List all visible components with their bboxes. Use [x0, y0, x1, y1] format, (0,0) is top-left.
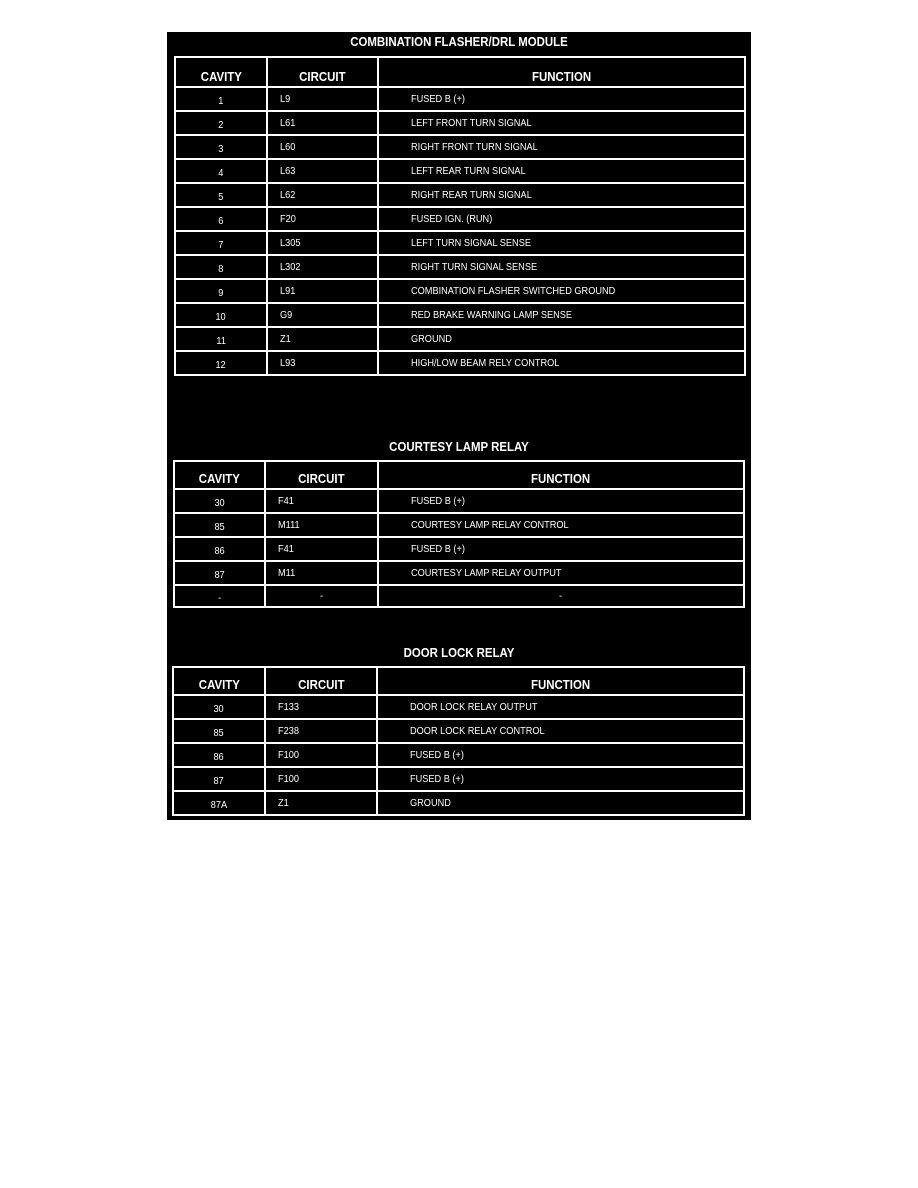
cavity-cell: 30 [173, 695, 265, 719]
table-row [174, 489, 744, 513]
circuit-cell: L60 [267, 135, 378, 159]
table-row [175, 111, 745, 135]
table-row [173, 695, 744, 719]
function-cell: FUSED B (+) [377, 767, 744, 791]
cavity-cell: 1 [175, 87, 267, 111]
table-row [174, 585, 744, 607]
function-cell: FUSED B (+) [378, 87, 745, 111]
cavity-cell: 8 [175, 255, 267, 279]
cavity-cell: 86 [173, 743, 265, 767]
table-row [175, 231, 745, 255]
function-cell: RIGHT REAR TURN SIGNAL [378, 183, 745, 207]
table-row [173, 719, 744, 743]
circuit-cell: L63 [267, 159, 378, 183]
circuit-cell: L62 [267, 183, 378, 207]
cavity-cell: 85 [174, 513, 265, 537]
table-row [173, 743, 744, 767]
cavity-cell: 3 [175, 135, 267, 159]
table-header-row [175, 57, 745, 87]
circuit-cell: F238 [265, 719, 377, 743]
section-title-courtesy-lamp-relay: COURTESY LAMP RELAY [389, 439, 529, 454]
function-cell: RED BRAKE WARNING LAMP SENSE [378, 303, 745, 327]
function-cell: LEFT REAR TURN SIGNAL [378, 159, 745, 183]
header-function: FUNCTION [377, 667, 744, 695]
circuit-cell: M11 [265, 561, 378, 585]
circuit-cell: F41 [265, 489, 378, 513]
circuit-cell: M111 [265, 513, 378, 537]
cavity-cell: 87A [173, 791, 265, 815]
header-cavity: CAVITY [173, 667, 265, 695]
door-lock-relay-table [172, 666, 745, 816]
connector-pinout-panel [167, 32, 751, 820]
function-cell: HIGH/LOW BEAM RELY CONTROL [378, 351, 745, 375]
courtesy-lamp-relay-table [173, 460, 745, 608]
function-cell: FUSED IGN. (RUN) [378, 207, 745, 231]
cavity-cell: - [174, 585, 265, 607]
table-row [173, 767, 744, 791]
function-cell: FUSED B (+) [377, 743, 744, 767]
table-header-row [173, 667, 744, 695]
cavity-cell: 2 [175, 111, 267, 135]
circuit-cell: Z1 [265, 791, 377, 815]
function-cell: LEFT FRONT TURN SIGNAL [378, 111, 745, 135]
table-row [174, 561, 744, 585]
function-cell: FUSED B (+) [378, 489, 744, 513]
header-function: FUNCTION [378, 57, 745, 87]
circuit-cell: L305 [267, 231, 378, 255]
function-cell: DOOR LOCK RELAY OUTPUT [377, 695, 744, 719]
table-row [175, 303, 745, 327]
function-cell: FUSED B (+) [378, 537, 744, 561]
table-row [174, 537, 744, 561]
circuit-cell: G9 [267, 303, 378, 327]
table-row [175, 135, 745, 159]
table-row [174, 513, 744, 537]
function-cell: GROUND [378, 327, 745, 351]
cavity-cell: 6 [175, 207, 267, 231]
header-circuit: CIRCUIT [265, 667, 377, 695]
table-row [175, 183, 745, 207]
cavity-cell: 5 [175, 183, 267, 207]
header-cavity: CAVITY [175, 57, 267, 87]
table-row [175, 207, 745, 231]
cavity-cell: 86 [174, 537, 265, 561]
circuit-cell: L61 [267, 111, 378, 135]
circuit-cell: F100 [265, 767, 377, 791]
section-title-door-lock-relay: DOOR LOCK RELAY [403, 645, 515, 660]
function-cell: COURTESY LAMP RELAY OUTPUT [378, 561, 744, 585]
flasher-module-table [174, 56, 746, 376]
circuit-cell: L93 [267, 351, 378, 375]
table-row [175, 351, 745, 375]
function-cell: GROUND [377, 791, 744, 815]
cavity-cell: 30 [174, 489, 265, 513]
function-cell: RIGHT FRONT TURN SIGNAL [378, 135, 745, 159]
table-row [175, 327, 745, 351]
table-row [175, 279, 745, 303]
cavity-cell: 12 [175, 351, 267, 375]
circuit-cell: F100 [265, 743, 377, 767]
circuit-cell: L91 [267, 279, 378, 303]
function-cell: COURTESY LAMP RELAY CONTROL [378, 513, 744, 537]
circuit-cell: - [265, 585, 378, 607]
header-cavity: CAVITY [174, 461, 265, 489]
cavity-cell: 85 [173, 719, 265, 743]
cavity-cell: 11 [175, 327, 267, 351]
circuit-cell: F133 [265, 695, 377, 719]
header-circuit: CIRCUIT [265, 461, 378, 489]
cavity-cell: 9 [175, 279, 267, 303]
circuit-cell: L302 [267, 255, 378, 279]
cavity-cell: 87 [174, 561, 265, 585]
table-row [173, 791, 744, 815]
function-cell: LEFT TURN SIGNAL SENSE [378, 231, 745, 255]
function-cell: RIGHT TURN SIGNAL SENSE [378, 255, 745, 279]
cavity-cell: 10 [175, 303, 267, 327]
cavity-cell: 87 [173, 767, 265, 791]
function-cell: - [378, 585, 744, 607]
function-cell: COMBINATION FLASHER SWITCHED GROUND [378, 279, 745, 303]
function-cell: DOOR LOCK RELAY CONTROL [377, 719, 744, 743]
circuit-cell: Z1 [267, 327, 378, 351]
table-row [175, 87, 745, 111]
section-title-flasher-module: COMBINATION FLASHER/DRL MODULE [350, 34, 568, 49]
header-function: FUNCTION [378, 461, 744, 489]
table-row [175, 159, 745, 183]
cavity-cell: 7 [175, 231, 267, 255]
table-header-row [174, 461, 744, 489]
header-circuit: CIRCUIT [267, 57, 378, 87]
cavity-cell: 4 [175, 159, 267, 183]
circuit-cell: L9 [267, 87, 378, 111]
table-row [175, 255, 745, 279]
circuit-cell: F41 [265, 537, 378, 561]
circuit-cell: F20 [267, 207, 378, 231]
